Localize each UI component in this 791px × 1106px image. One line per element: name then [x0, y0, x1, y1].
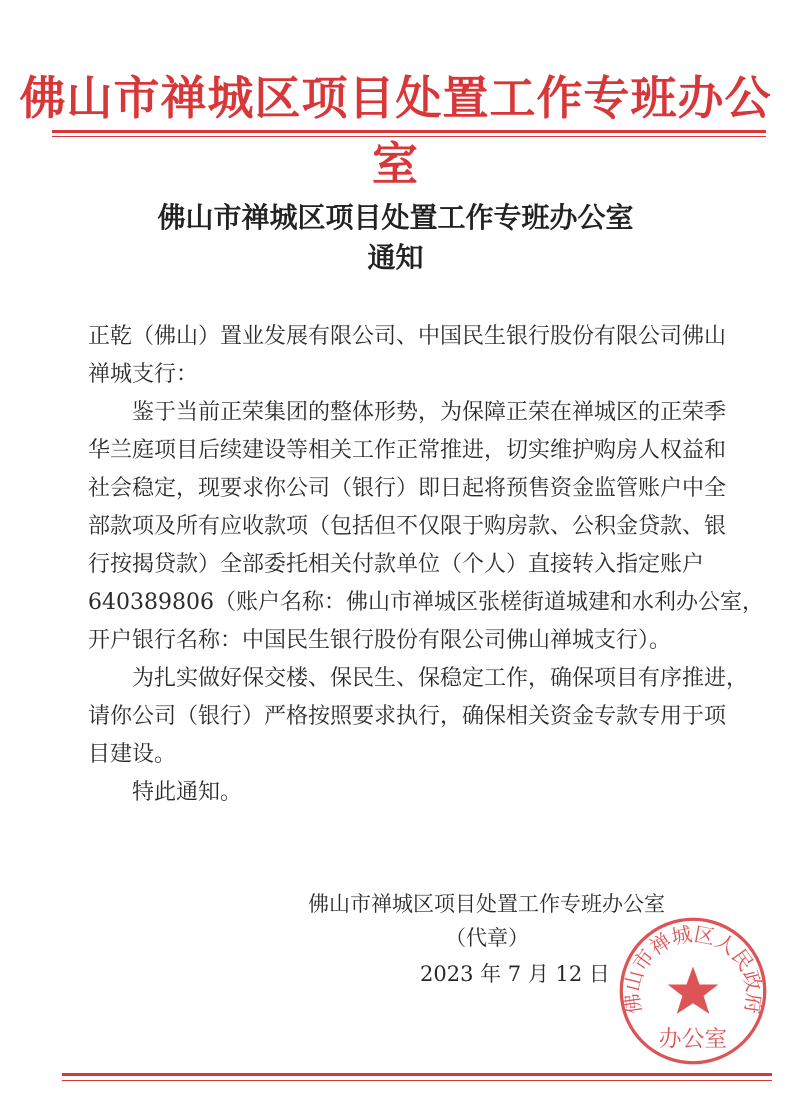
- signature-note: （代章）: [445, 926, 529, 950]
- letterhead-rule-thick: [52, 130, 766, 133]
- footer-rule-thin: [62, 1080, 772, 1081]
- body-line: 目建设。: [88, 742, 177, 767]
- official-seal: [618, 916, 768, 1066]
- document-title: 佛山市禅城区项目处置工作专班办公室: [157, 201, 634, 234]
- signature-date: 2023 年 7 月 12 日: [420, 962, 610, 986]
- body-line: 特此通知。: [132, 780, 243, 805]
- seal-inner-text: 办公室: [658, 1026, 728, 1053]
- body-line: 禅城支行：: [88, 362, 199, 387]
- body-line: 开户银行名称：中国民生银行股份有限公司佛山禅城支行）。: [88, 628, 672, 653]
- body-line: 社会稳定，现要求你公司（银行）即日起将预售资金监管账户中全: [88, 476, 727, 501]
- body-line: 为扎实做好保交楼、保民生、保稳定工作，确保项目有序推进，: [132, 666, 749, 691]
- body-line: 请你公司（银行）严格按照要求执行，确保相关资金专款专用于项: [88, 704, 727, 729]
- document-subtitle: 通知: [367, 241, 424, 274]
- footer-rule-thick: [62, 1073, 772, 1076]
- letterhead-rule-thin: [52, 136, 766, 137]
- body-line: 640389806（账户名称：佛山市禅城区张槎街道城建和水利办公室，: [88, 590, 764, 615]
- star-icon: [668, 967, 719, 1014]
- letterhead-title: 佛山市禅城区项目处置工作专班办公室: [19, 71, 772, 191]
- document-body: [88, 318, 764, 812]
- body-line: 华兰庭项目后续建设等相关工作正常推进，切实维护购房人权益和: [88, 438, 727, 463]
- body-line: 正乾（佛山）置业发展有限公司、中国民生银行股份有限公司佛山: [88, 324, 727, 349]
- signature-org: 佛山市禅城区项目处置工作专班办公室: [308, 892, 665, 916]
- body-line: 鉴于当前正荣集团的整体形势，为保障正荣在禅城区的正荣季: [132, 400, 727, 425]
- body-line: 行按揭贷款）全部委托相关付款单位（个人）直接转入指定账户: [88, 552, 705, 577]
- seal-outer-text: 佛山市禅城区人民政府: [619, 921, 767, 1016]
- body-line: 部款项及所有应收款项（包括但不仅限于购房款、公积金贷款、银: [88, 514, 727, 539]
